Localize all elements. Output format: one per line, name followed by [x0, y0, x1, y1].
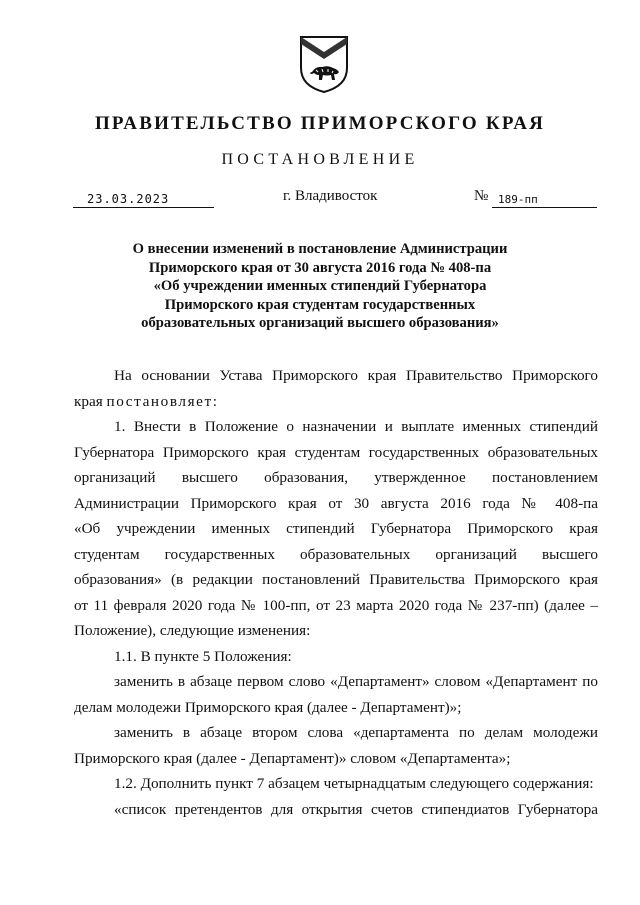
- paragraph-line: студентам государственных образовательных организаций высшего: [74, 545, 598, 563]
- paragraph-line: Приморского края (далее - Департамент)» словом «Департамента»;: [74, 749, 511, 767]
- heading-line: «Об учреждении именных стипендий Губернатора: [153, 278, 487, 294]
- paragraph-line: «Об учреждении именных стипендий Губернатора Приморского края: [74, 520, 598, 537]
- paragraph-line: 1.2. Дополнить пункт 7 абзацем четырнадцатым следующего содержания:: [114, 775, 594, 792]
- paragraph-line: 1. Внести в Положение о назначении и выплате именных стипендий: [114, 418, 598, 435]
- paragraph-line: Губернатора Приморского края студентам государственных образовательных: [74, 443, 598, 461]
- paragraph-line: [74, 389, 598, 415]
- paragraph-line: 1.1. В пункте 5 Положения:: [114, 647, 292, 665]
- heading-line: Приморского края студентам государственных: [164, 296, 476, 313]
- document-type: ПОСТАНОВЛЕНИЕ: [221, 151, 419, 168]
- government-title: ПРАВИТЕЛЬСТВО ПРИМОРСКОГО КРАЯ: [94, 113, 546, 134]
- document-number-label: №: [474, 188, 489, 204]
- paragraph-line: от 11 февраля 2020 года № 100-пп, от 23 марта 2020 года № 237-пп) (далее –: [74, 596, 598, 614]
- paragraph-line: организаций высшего образования, утвержденное постановлением: [74, 469, 598, 486]
- document-body: [74, 363, 598, 822]
- paragraph-line: образования» (в редакции постановлений Правительства Приморского края: [74, 571, 598, 588]
- document-city: г. Владивосток: [283, 188, 378, 204]
- text-fragment: :: [212, 392, 217, 410]
- paragraph-line: «список претендентов для открытия счетов стипендиатов Губернатора: [114, 800, 598, 818]
- document-heading: [80, 240, 560, 333]
- text-fragment: края: [74, 392, 107, 410]
- paragraph-line: делам молодежи Приморского края (далее - Департамент)»;: [74, 698, 462, 716]
- paragraph-line: Положение), следующие изменения:: [74, 622, 311, 639]
- heading-line: О внесении изменений в постановление Администрации: [132, 241, 508, 257]
- paragraph-line: На основании Устава Приморского края Правительство Приморского: [114, 367, 598, 384]
- paragraph-line: заменить в абзаце первом слово «Департамент» словом «Департамент по: [114, 673, 598, 690]
- heading-line: Приморского края от 30 августа 2016 года № 408-па: [148, 259, 492, 276]
- paragraph-line: Администрации Приморского края от 30 августа 2016 года № 408-па: [74, 494, 598, 512]
- coat-of-arms-emblem: [298, 34, 350, 94]
- document-date: 23.03.2023: [73, 192, 214, 208]
- heading-line: образовательных организаций высшего образования»: [141, 315, 499, 331]
- paragraph-line: заменить в абзаце втором слова «департамента по делам молодежи: [114, 724, 598, 741]
- document-number: 189-пп: [492, 193, 597, 208]
- resolves-word: постановляет: [106, 392, 213, 410]
